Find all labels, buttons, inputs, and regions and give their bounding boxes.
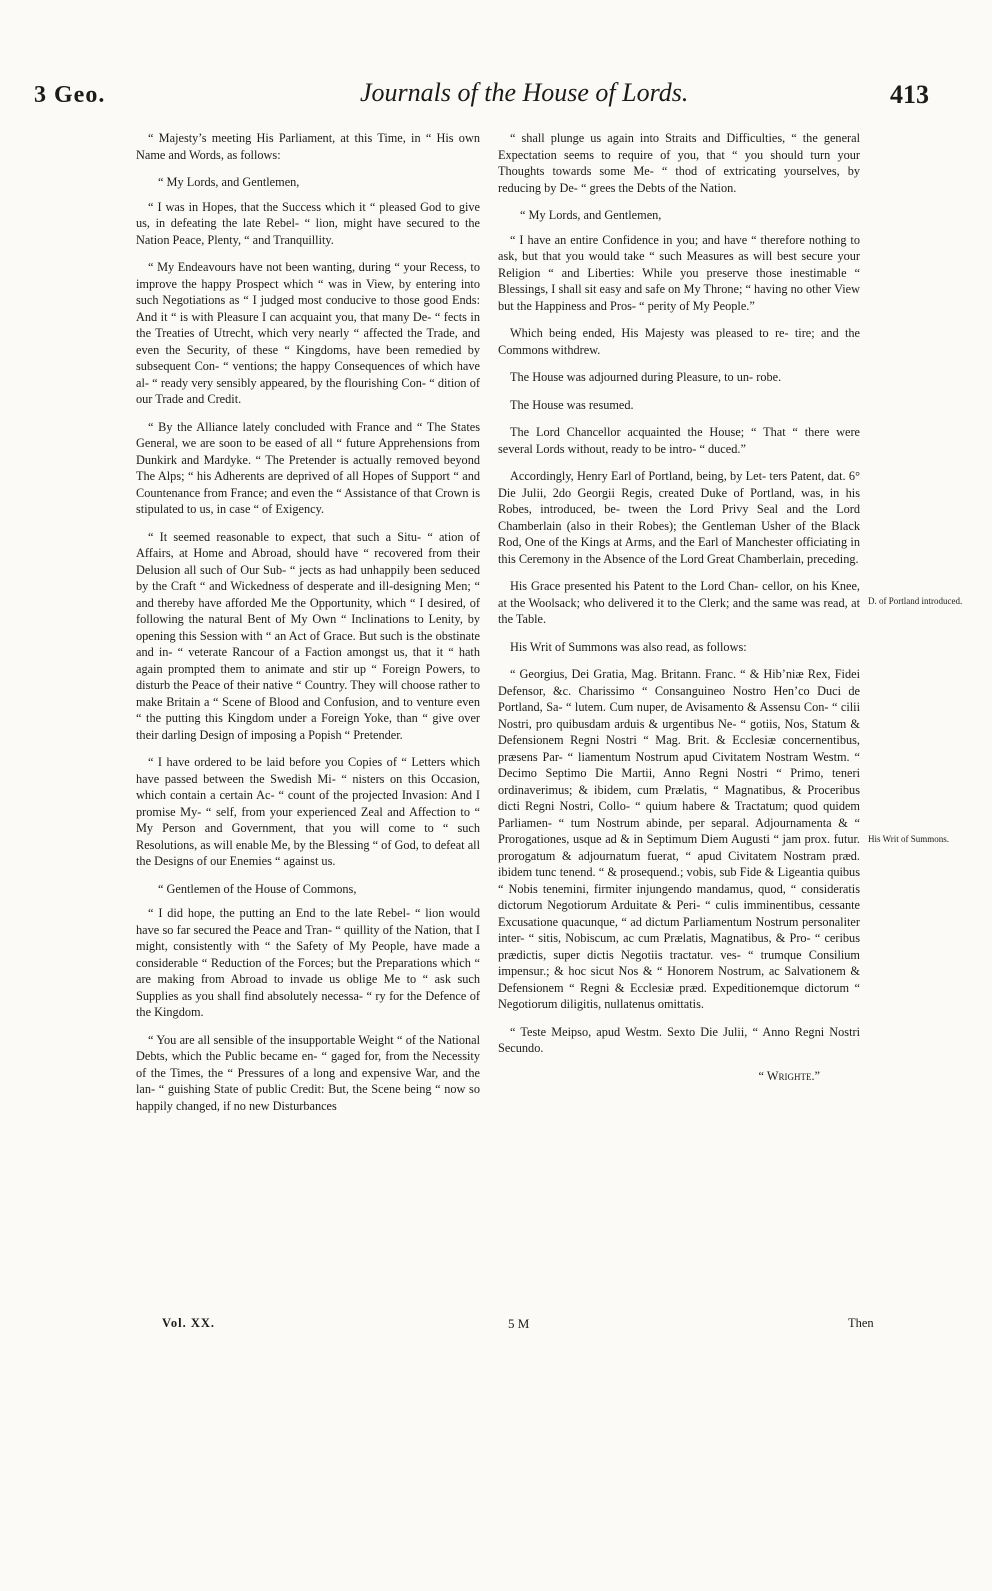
salutation: “ Gentlemen of the House of Commons,	[158, 881, 357, 896]
paragraph: Which being ended, His Majesty was pleased to re- tire; and the Commons withdrew.	[498, 326, 860, 357]
paragraph: The Lord Chancellor acquainted the House; “ That “ there were several Lords without, ready to be intro- “ duced.”	[498, 425, 860, 456]
paragraph: The House was adjourned during Pleasure, to un- robe.	[510, 370, 782, 384]
paragraph: “ By the Alliance lately concluded with France and “ The States General, we are soon to be eased of all “ future Apprehensions from Dunkirk and Mardyke. “ The Pretender is actually removed beyond The Alps; “ his Adherents are deprived of all Hopes of Support “ and Countenance from France; and even the “ Assistance of that Crown is stipulated to us, in case “ of Exigency.	[136, 419, 480, 516]
paragraph: “ I did hope, the putting an End to the late Rebel- “ lion would have so far secured the Peace and Tran- “ quillity of the Nation, that I might, consistently with “ the Safety of My People, have made a considerable “ Reduction of the Forces; but the Preparations which “ are making from Abroad to invade us oblige Me to “ ask such Supplies as you shall find absolutely necessa- “ ry for the Defence of the Kingdom.	[136, 906, 480, 1019]
paragraph: “ It seemed reasonable to expect, that such a Situ- “ ation of Affairs, at Home and Abroad, should have “ recovered from their Delusion all such of Our Sub- “ jects as had unhappily been seduced by the Craft “ and Wickedness of desperate and ill-designing Men; “ and thereby have afforded Me the Opportunity, which “ I desired, of following the natural Bent of My Own “ Inclinations to Lenity, by opening this Session with “ an Act of Grace. But such is the obstinate and in- “ veterate Rancour of a Faction amongst us, that it “ hath again prompted them to animate and stir up “ Foreign Powers, to disturb the Peace of their native “ Country. They will choose rather to make Britain a “ Scene of Blood and Confusion, and to venture even “ the putting this Kingdom under a Foreign Yoke, than “ give over their darling Design of imposing a Popish “ Pretender.	[136, 529, 480, 742]
salutation: “ My Lords, and Gentlemen,	[520, 208, 662, 222]
signature-mark: 5 M	[508, 1316, 530, 1331]
paragraph: “ You are all sensible of the insupportable Weight “ of the National Debts, which the Public became en- “ gaged for, from the Necessity of the Times, the “ Pressures of a long and expensive War, and the lan- “ guishing State of public Credit: But, the Scene being “ now so happily changed, if no new Disturbances	[136, 1032, 480, 1113]
paragraph: “ Majesty’s meeting His Parliament, at this Time, in “ His own Name and Words, as follows:	[136, 131, 480, 162]
paragraph: Accordingly, Henry Earl of Portland, being, by Let- ters Patent, dat. 6° Die Julii, 2do Georgii Regis, created Duke of Portland, was, in his Robes, introduced, be- tween the Lord Privy Seal and the Lord Chamberlain (also in their Robes); the Gentleman Usher of the Black Rod, One of the Kings at Arms, and the Earl of Manchester officiating in this Ceremony in the Absence of the Lord Great Chamberlain, preceding.	[498, 469, 860, 566]
paragraph: The House was resumed.	[510, 397, 634, 412]
page-number: 413	[890, 80, 929, 109]
paragraph: His Grace presented his Patent to the Lord Chan- cellor, on his Knee, at the Woolsack; who delivered it to the Clerk; and the same was read, at the Table.	[498, 579, 860, 626]
paragraph: “ Georgius, Dei Gratia, Mag. Britann. Franc. “ & Hib’niæ Rex, Fidei Defensor, &c. Charissimo “ Consanguineo Nostro Hen’co Duci de Portland, Sa- “ lutem. Cum nuper, de Avisamento & Assensu Con- “ cilii Nostri, pro quibusdam arduis & urgentibus Ne- “ gotiis, Nos, Statum & Defensionem Regni Nostri “ Mag. Brit. & Ecclesiæ concernentibus, præsens Par- “ liamentum Nostrum apud Civitatem Nostram Westm. “ Decimo Septimo Die Martii, Anno Regni Nostri “ Primo, teneri ordinaverimus; & ibidem, cum Prælatis, “ Magnatibus, & Proceribus dicti Regni Nostri, Collo- “ quium habere & Tractatum; quod quidem Parliamen- “ tum Nostrum abinde, per separal. Adjournamenta & “ Prorogationes, usque ad & in Septimum Diem Augusti “ jam prox. futur. prorogatum & adjournatum fuerat, “ apud Civitatem Nostram præd. ibidem tunc tenend. “ & prosequend.; vobis, sub Fide & Ligeantia quibus “ Nobis tenemini, firmiter injungendo mandamus, quod, “ consideratis dictorum Negotiorum Arduitate & Peri- “ culis imminentibus, cessante Excusatione quacunque, “ ad dictum Parliamentum Nostrum personaliter inter- “ sitis, Nobiscum, ac cum Prælatis, Magnatibus, & Pro- “ ceribus prædictis, super dictis Negotiis tractatur. ves- “ trumque Consilium impensur.; & hoc sicut Nos & “ Honorem Nostrum, ac Salvationem & Defensionem “ Regni & Ecclesiæ præd. Expeditionemque dictorum “ Negotiorum diligitis, nullatenus omittatis.	[498, 667, 860, 1011]
left-column	[136, 130, 480, 1125]
right-column	[498, 130, 860, 1095]
paragraph: “ Teste Meipso, apud Westm. Sexto Die Julii, “ Anno Regni Nostri Secundo.	[498, 1024, 860, 1055]
paragraph: His Writ of Summons was also read, as follows:	[510, 639, 747, 654]
header-title: Journals of the House of Lords.	[360, 78, 689, 107]
paragraph: “ I have an entire Confidence in you; and have “ therefore nothing to ask, but that you would take “ such Measures as will best secure your Religion “ and Liberties: While you preserve those inestimable “ Blessings, I shall sit easy and safe on My Throne; “ having no other View but the Happiness and Pros- “ perity of My People.”	[498, 232, 860, 313]
salutation: “ My Lords, and Gentlemen,	[158, 175, 300, 189]
paragraph: “ I was in Hopes, that the Success which it “ pleased God to give us, in defeating the late Rebel- “ lion, might have secured to the Nation Peace, Plenty, “ and Tranquillity.	[136, 199, 480, 247]
volume-label: Vol. XX.	[162, 1316, 216, 1330]
margin-note-portland: D. of Portland introduced.	[868, 596, 963, 606]
paragraph: “ shall plunge us again into Straits and Difficulties, “ the general Expectation seems to require of you, that “ you should turn your Thoughts towards some Me- “ thod of extricating yourselves, by reducing by De- “ grees the Debts of the Nation.	[498, 131, 860, 195]
margin-note-writ: His Writ of Summons.	[868, 834, 949, 844]
catchword: Then	[848, 1316, 874, 1330]
paragraph: “ My Endeavours have not been wanting, during “ your Recess, to improve the happy Prospect which “ was in View, by entering into such Negotiations as “ I judged most conducive to those good Ends: And it “ is with Pleasure I can acquaint you, that many De- “ fects in the Treaties of Utrecht, which very nearly “ affected the Trade, and even the Security, of these “ Kingdoms, have been remedied by subsequent Con- “ ventions; the happy Consequences of which have al- “ ready very sensibly appeared, by the flourishing Con- “ dition of our Trade and Credit.	[136, 260, 480, 406]
header-left: 3 Geo.	[34, 82, 106, 108]
signature: “ Wrighte.”	[758, 1068, 820, 1083]
paragraph: “ I have ordered to be laid before you Copies of “ Letters which have passed between the Swedish Mi- “ nisters on this Occasion, which contain a certain Ac- “ count of the projected Invasion: And I promise My- “ self, from your experienced Zeal and Affection to “ My Person and Government, that you will come to “ such Resolutions, as will enable Me, by the Blessing “ of God, to defeat all the Designs of our Enemies “ against us.	[136, 755, 480, 868]
